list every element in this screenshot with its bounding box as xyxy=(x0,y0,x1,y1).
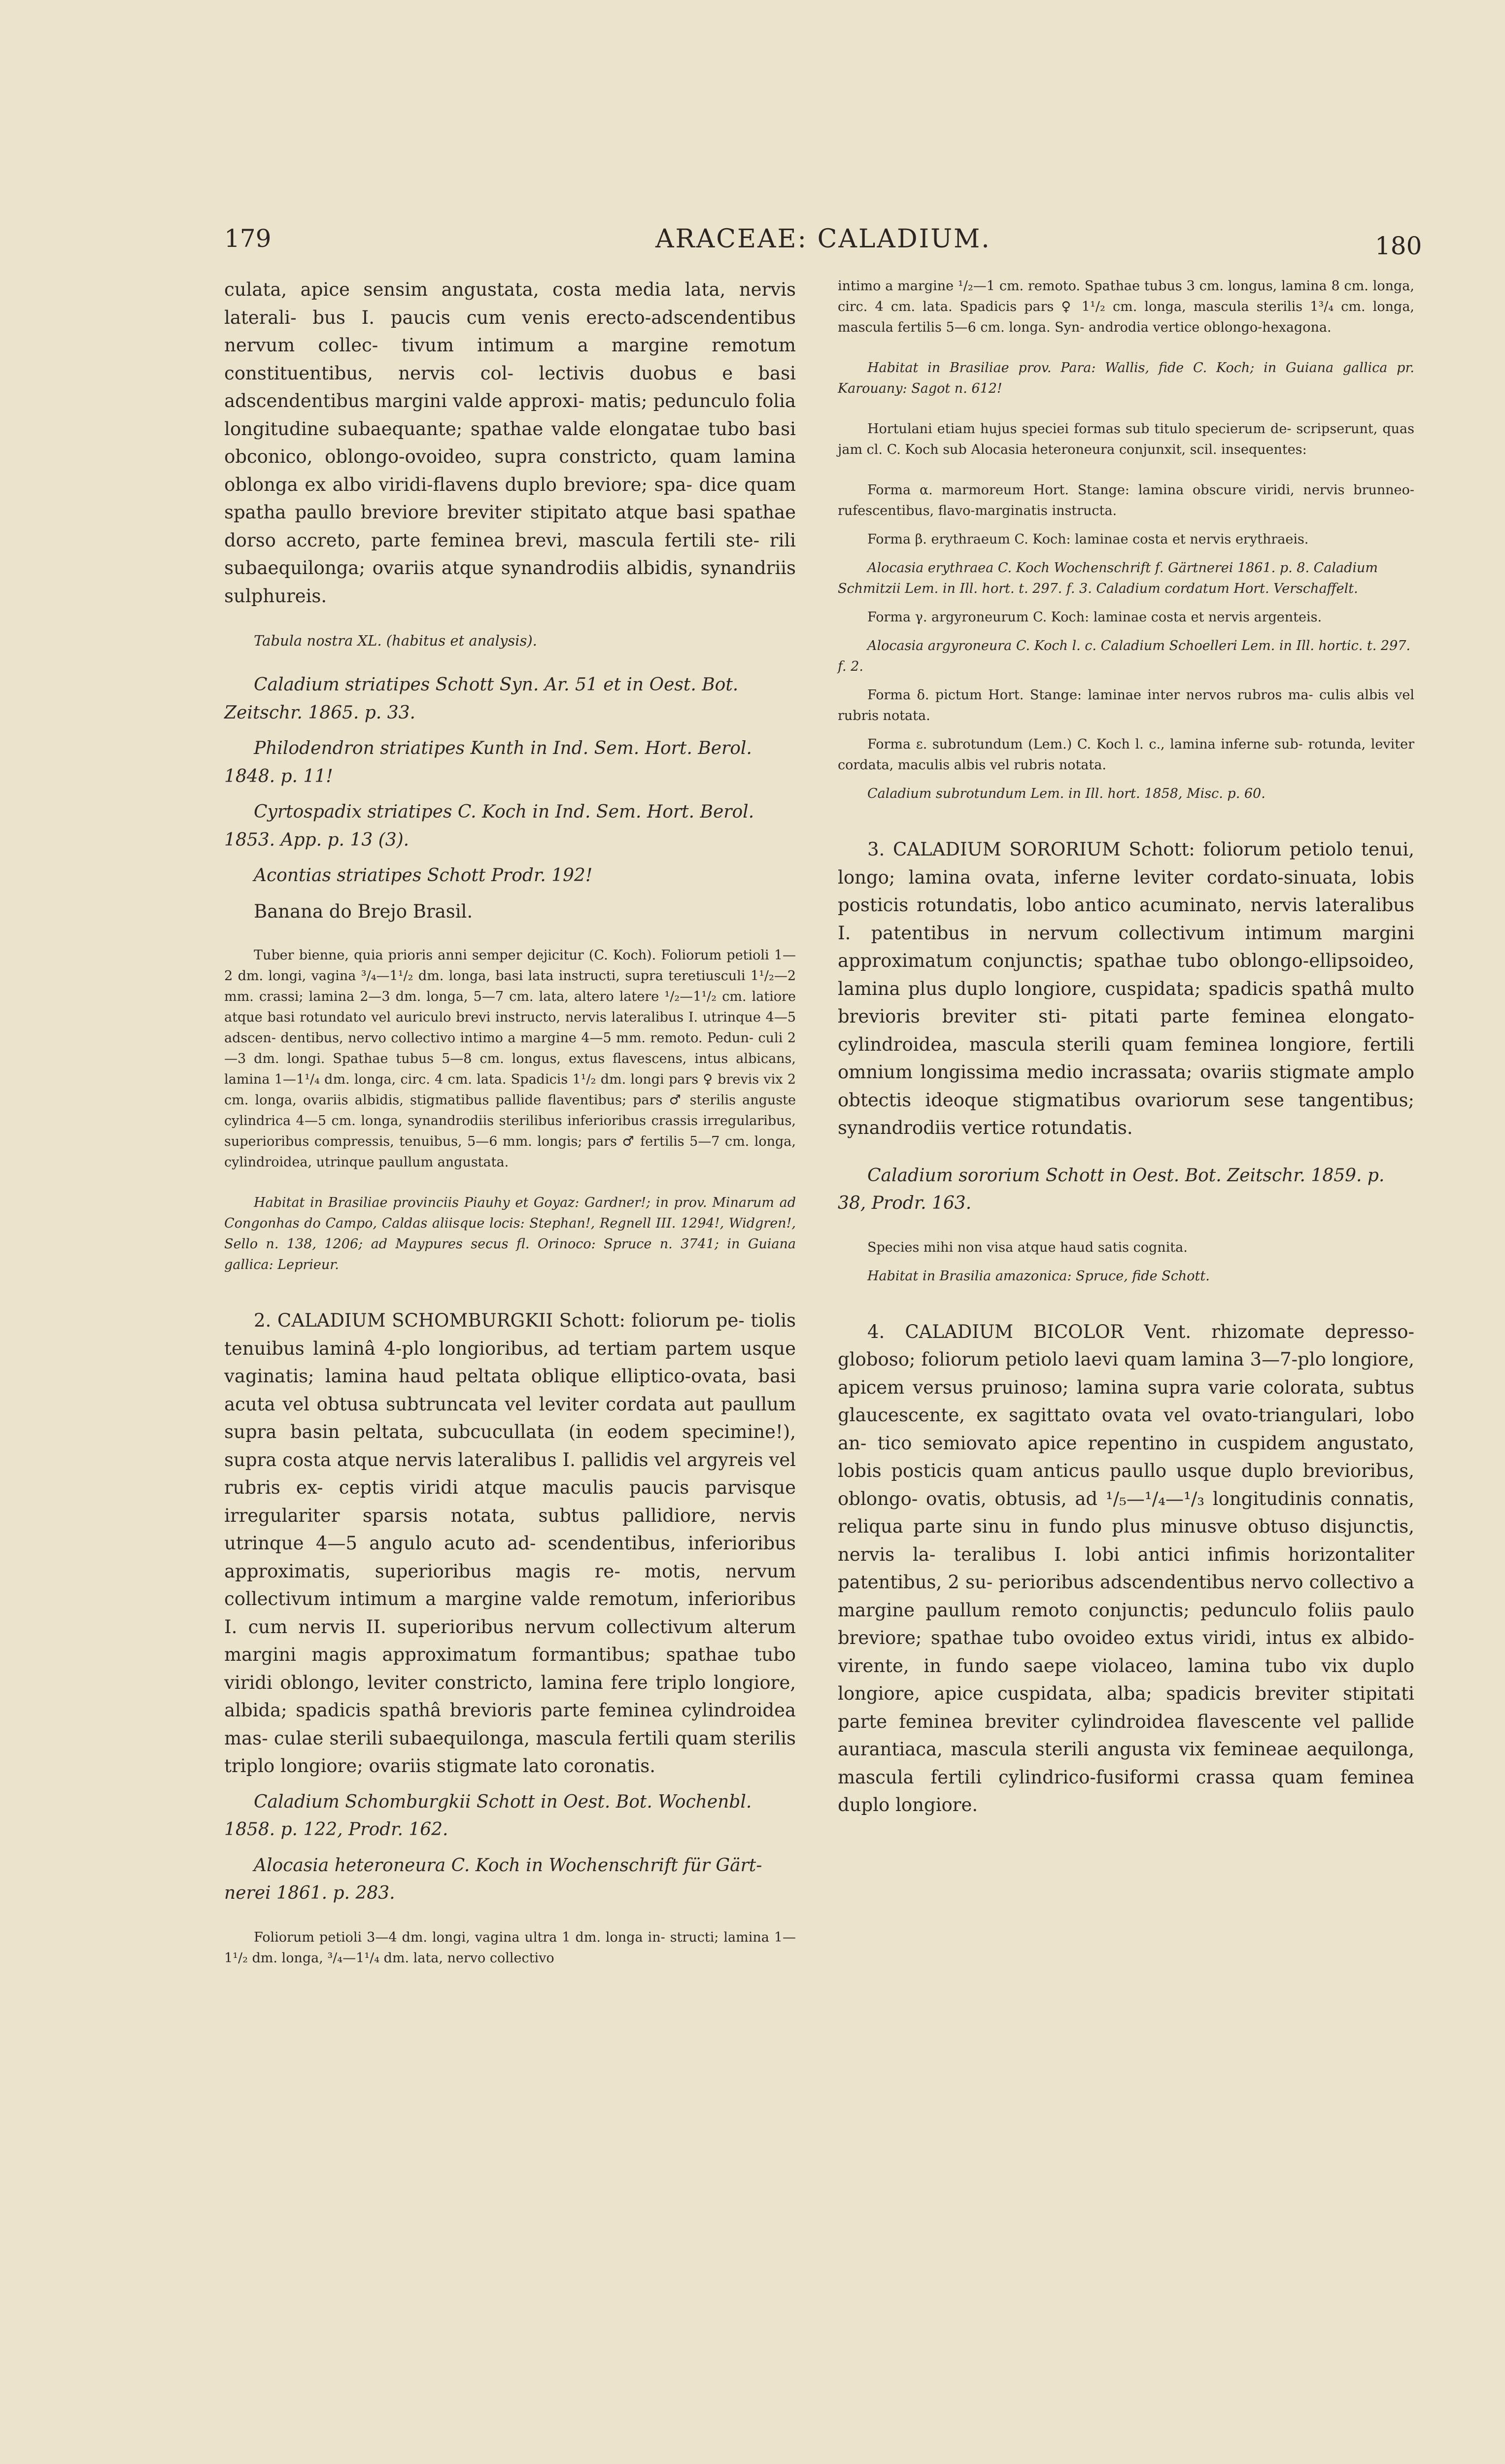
synonym: Caladium sororium Schott in Oest. Bot. Zeitschr. 1859. p. 38, Prodr. 163. xyxy=(838,1165,1385,1213)
plate-reference: Tabula nostra XL. (habitus et analysis). xyxy=(254,632,537,649)
page-number-left: 179 xyxy=(224,224,272,253)
species-heading-4: 4. CALADIUM BICOLOR Vent. rhizomate depresso- globoso; foliorum petiolo laevi quam lamina 3—7-plo longiore, apicem versus pruinoso; lamina supra varie colorata, subtus glaucescente, ex sagittato ovata vel ovato-triangulari, lobo an- tico semiovato apice repentino in cuspidem angustato, lobis posticis quam anticus paullo usque duplo brevioribus, oblongo- ovatis, obtusis, ad ¹/₅—¹/₄—¹/₃ longitudinis connatis, reliqua parte sinu in fundo plus minusve obtuso disjunctis, nervis la- teralibus I. lobi antici infimis horizontaliter patentibus, 2 su- perioribus adscendentibus nervo collectivo a margine paullum remoto conjunctis; pedunculo foliis paulo breviore; spathae tubo ovoideo extus viridi, intus ex albido-virente, in fundo saepe violaceo, lamina tubo vix duplo longiore, apice cuspidata, alba; spadicis breviter stipitati parte feminea breviter cylindroidea flavescente vel pallide aurantiaca, mascula sterili angusta vix femineae aequilonga, mascula fertili cylindrico-fusiformi crassa quam feminea duplo longiore. xyxy=(838,1321,1414,1815)
synonym: Caladium Schomburgkii Schott in Oest. Bot. Wochenbl. 1858. p. 122, Prodr. 162. xyxy=(224,1791,752,1840)
forma: Forma δ. pictum Hort. Stange: laminae inter nervos rubros ma- culis albis vel rubris notata. xyxy=(838,687,1414,723)
synonym: Alocasia heteroneura C. Koch in Wochenschrift für Gärt- nerei 1861. p. 283. xyxy=(224,1855,762,1903)
forma: Forma γ. argyroneurum C. Koch: laminae costa et nervis argenteis. xyxy=(867,610,1322,625)
synonym: Cyrtospadix striatipes C. Koch in Ind. Sem. Hort. Berol. 1853. App. p. 13 (3). xyxy=(224,802,754,850)
forma-synonyms: Caladium subrotundum Lem. in Ill. hort. 1858, Misc. p. 60. xyxy=(867,786,1266,801)
paragraph: Hortulani etiam hujus speciei formas sub titulo specierum de- scripserunt, quas jam cl. C. Koch sub Alocasia heteroneura conjunxit, scil. insequentes: xyxy=(838,421,1414,457)
forma: Forma α. marmoreum Hort. Stange: lamina obscure viridi, nervis brunneo-rufescentibus, flavo-marginatis instructa. xyxy=(838,482,1414,518)
description: intimo a margine ¹/₂—1 cm. remoto. Spathae tubus 3 cm. longus, lamina 8 cm. longa, circ. 4 cm. lata. Spadicis pars ♀ 1¹/₂ cm. longa, mascula sterilis 1³/₄ cm. longa, mascula fertilis 5—6 cm. longa. Syn- androdia vertice oblongo-hexagona. xyxy=(838,278,1414,335)
habitat: Habitat in Brasiliae prov. Para: Wallis, fide C. Koch; in Guiana gallica pr. Karouany: Sagot n. 612! xyxy=(838,360,1414,396)
species-heading-3: 3. CALADIUM SORORIUM Schott: foliorum petiolo tenui, longo; lamina ovata, inferne leviter cordato-sinuata, lobis posticis rotundatis, lobo antico acuminato, nervis lateralibus I. patentibus in nervum collectivum intimum margini approximatum conjunctis; spathae tubo oblongo-ellipsoideo, lamina plus duplo longiore, cuspidata; spadicis spathâ multo brevioris breviter sti- pitati parte feminea elongato-cylindroidea, mascula sterili quam feminea longiore, fertili omnium longissima medio incrassata; ovariis stigmate amplo obtectis ideoque stigmatibus ovariorum sese tangentibus; synandrodiis vertice rotundatis. xyxy=(838,839,1414,1138)
description: Foliorum petioli 3—4 dm. longi, vagina ultra 1 dm. longa in- structi; lamina 1—1¹/₂ dm. longa, ³/₄—1¹/₄ dm. lata, nervo collectivo xyxy=(224,1929,796,1966)
synonym: Caladium striatipes Schott Syn. Ar. 51 et in Oest. Bot. Zeitschr. 1865. p. 33. xyxy=(224,675,739,723)
vernacular-name: Banana do Brejo Brasil. xyxy=(254,900,473,922)
forma-synonyms: Alocasia erythraea C. Koch Wochenschrift f. Gärtnerei 1861. p. 8. Caladium Schmitzii Lem. in Ill. hort. t. 297. f. 3. Caladium cordatum Hort. Verschaffelt. xyxy=(838,560,1378,596)
note: Species mihi non visa atque haud satis cognita. xyxy=(867,1239,1188,1255)
paragraph: culata, apice sensim angustata, costa media lata, nervis laterali- bus I. paucis cum venis erecto-adscendentibus nervum collec- tivum intimum a margine remotum constituentibus, nervis col- lectivis duobus e basi adscendentibus margini valde approxi- matis; pedunculo folia longitudine subaequante; spathae valde elongatae tubo basi obconico, oblongo-ovoideo, supra constricto, quam lamina oblonga ex albo viridi-flavens duplo breviore; spa- dice quam spatha paullo breviore breviter stipitato atque basi spathae dorso accreto, parte feminea brevi, mascula fertili ste- rili subaequilonga; ovariis atque synandrodiis albidis, synandriis sulphureis. xyxy=(224,279,796,607)
right-column xyxy=(838,276,1414,1827)
forma: Forma ε. subrotundum (Lem.) C. Koch l. c., lamina inferne sub- rotunda, leviter cordata, maculis albis vel rubris notata. xyxy=(838,737,1414,773)
species-heading-2: 2. CALADIUM SCHOMBURGKII Schott: foliorum pe- tiolis tenuibus laminâ 4-plo longioribus, ad tertiam partem usque vaginatis; lamina haud peltata oblique elliptico-ovata, basi acuta vel obtusa subtruncata vel leviter cordata aut paullum supra basin peltata, subcucullata (in eodem specimine!), supra costa atque nervis lateralibus I. pallidis vel argyreis vel rubris ex- ceptis viridi atque maculis paucis parvisque irregulariter sparsis notata, subtus pallidiore, nervis utrinque 4—5 angulo acuto ad- scendentibus, inferioribus approximatis, superioribus magis re- motis, nervum collectivum intimum a margine valde remotum, inferioribus I. cum nervis II. superioribus nervum collectivum alterum margini magis approximatum formantibus; spathae tubo viridi oblongo, leviter constricto, lamina fere triplo longiore, albida; spadicis spathâ brevioris parte feminea cylindroidea mas- culae sterili subaequilonga, mascula fertili quam sterilis triplo longiore; ovariis stigmate lato coronatis. xyxy=(224,1310,796,1777)
synonym: Philodendron striatipes Kunth in Ind. Sem. Hort. Berol. 1848. p. 11! xyxy=(224,738,752,787)
habitat: Habitat in Brasiliae provinciis Piauhy et Goyaz: Gardner!; in prov. Minarum ad Congonhas do Campo, Caldas aliisque locis: Stephan!, Regnell III. 1294!, Widgren!, Sello n. 138, 1206; ad Maypures secus fl. Orinoco: Spruce n. 3741; in Guiana gallica: Leprieur. xyxy=(224,1195,796,1272)
page-number-right: 180 xyxy=(1375,232,1422,260)
forma: Forma β. erythraeum C. Koch: laminae costa et nervis erythraeis. xyxy=(867,532,1309,547)
habitat: Habitat in Brasilia amazonica: Spruce, fide Schott. xyxy=(867,1268,1210,1284)
description: Tuber bienne, quia prioris anni semper dejicitur (C. Koch). Foliorum petioli 1—2 dm. longi, vagina ³/₄—1¹/₂ dm. longa, basi lata instructi, supra teretiusculi 1¹/₂—2 mm. crassi; lamina 2—3 dm. longa, 5—7 cm. lata, altero latere ¹/₂—1¹/₂ cm. latiore atque basi rotundato vel auriculo brevi instructo, nervis lateralibus I. utrinque 4—5 adscen- dentibus, nervo collectivo intimo a margine 4—5 mm. remoto. Pedun- culi 2—3 dm. longi. Spathae tubus 5—8 cm. longus, extus flavescens, intus albicans, lamina 1—1¹/₄ dm. longa, circ. 4 cm. lata. Spadicis 1¹/₂ dm. longi pars ♀ brevis vix 2 cm. longa, ovariis albidis, stigmatibus pallide flaventibus; pars ♂ sterilis anguste cylindrica 4—5 cm. longa, synandrodiis sterilibus inferioribus crassis irregularibus, superioribus compressis, tenuibus, 5—6 mm. longis; pars ♂ fertilis 5—7 cm. longa, cylindroidea, utrinque paullum angustata. xyxy=(224,948,796,1170)
running-head: ARACEAE: CALADIUM. xyxy=(655,224,991,254)
forma-synonyms: Alocasia argyroneura C. Koch l. c. Caladium Schoelleri Lem. in Ill. hortic. t. 297. f. 2. xyxy=(838,638,1411,674)
left-column xyxy=(224,276,796,1977)
synonym: Acontias striatipes Schott Prodr. 192! xyxy=(254,865,593,886)
